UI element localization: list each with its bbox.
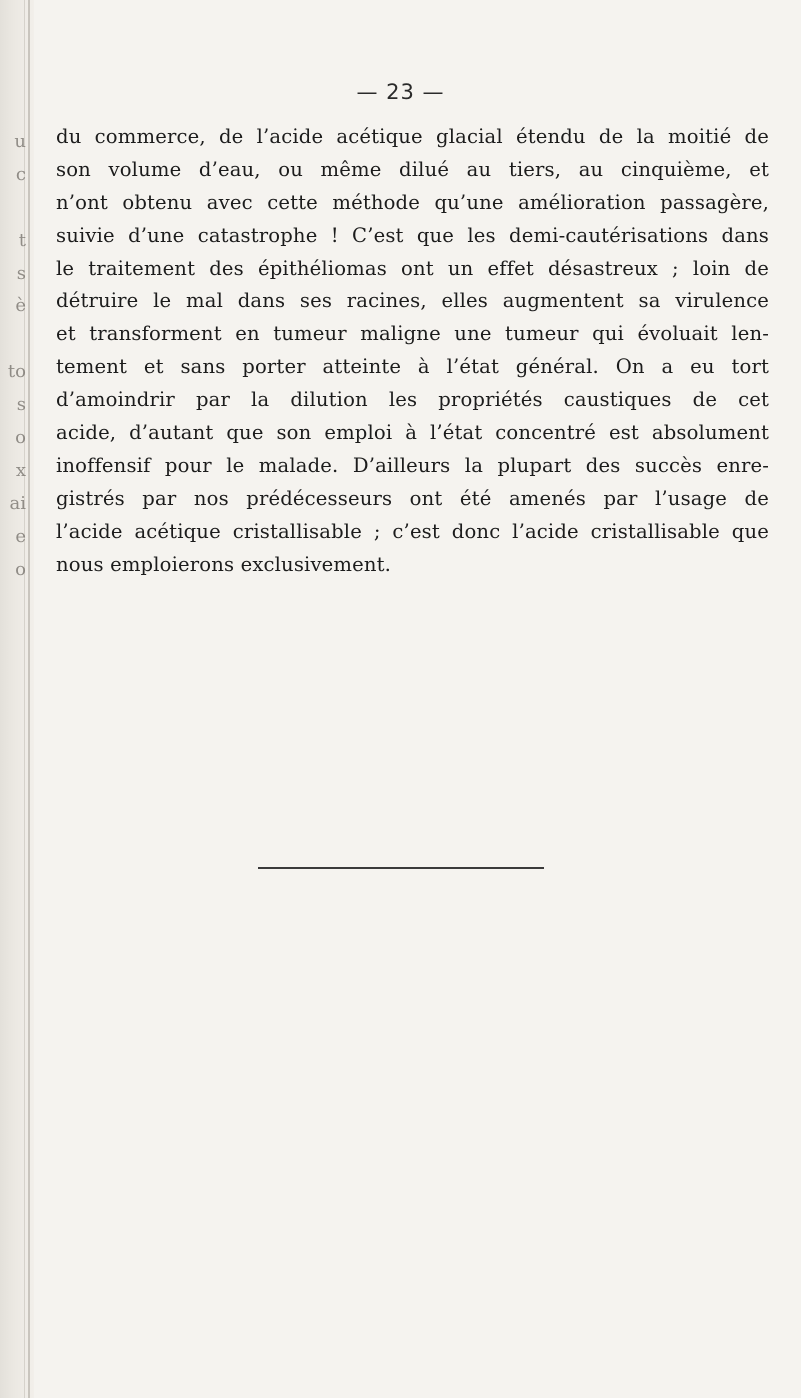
text-line: inoffensif pour le malade. D’ailleurs la plupart des succès enre- — [56, 453, 769, 477]
text-line: tement et sans porter atteinte à l’état général. On a eu tort — [56, 355, 769, 379]
bleed-fragment: s — [16, 394, 26, 416]
text-line: l’acide acétique cristallisable ; c’est donc l’acide cristallisable que — [56, 519, 769, 543]
text-line: nous emploierons exclusivement. — [56, 552, 392, 576]
text-line: n’ont obtenu avec cette méthode qu’une amélioration passagère, — [56, 190, 769, 214]
text-line: gistrés par nos prédécesseurs ont été amenés par l’usage de — [56, 486, 769, 510]
text-line: suivie d’une catastrophe ! C’est que les demi-cautérisations dans — [56, 223, 769, 247]
bleed-fragment: è — [15, 295, 26, 317]
text-line: son volume d’eau, ou même dilué au tiers, au cinquième, et — [56, 157, 769, 181]
binding-edge-line — [28, 0, 30, 1398]
text-line: acide, d’autant que son emploi à l’état concentré est absolument — [56, 421, 769, 445]
bleed-fragment — [0, 323, 26, 356]
bleed-fragment: o — [15, 558, 26, 580]
bleed-fragment: e — [15, 525, 26, 547]
bleed-fragment: c — [15, 163, 26, 185]
bleed-fragment: t — [18, 229, 26, 251]
text-line: et transforment en tumeur maligne une tumeur qui évoluait len- — [56, 322, 769, 346]
text-line: le traitement des épithéliomas ont un effet désastreux ; loin de — [56, 256, 769, 280]
page-number: — 23 — — [356, 80, 445, 104]
bleed-fragment: to — [7, 361, 26, 383]
body-paragraph — [56, 121, 769, 581]
section-divider-rule — [258, 867, 544, 869]
text-line: du commerce, de l’acide acétique glacial étendu de la moitié de — [56, 125, 769, 148]
text-line: détruire le mal dans ses racines, elles augmentent sa virulence — [56, 289, 769, 313]
bleed-fragment: u — [14, 131, 26, 152]
bleed-fragment: o — [15, 427, 26, 449]
text-line: d’amoindrir par la dilution les propriétés caustiques de cet — [56, 388, 769, 412]
bleed-fragment — [0, 192, 26, 225]
bleed-fragment: s — [16, 262, 26, 284]
facing-page-bleed — [0, 126, 26, 586]
bleed-fragment: x — [15, 459, 26, 481]
bleed-fragment: ai — [9, 492, 26, 514]
